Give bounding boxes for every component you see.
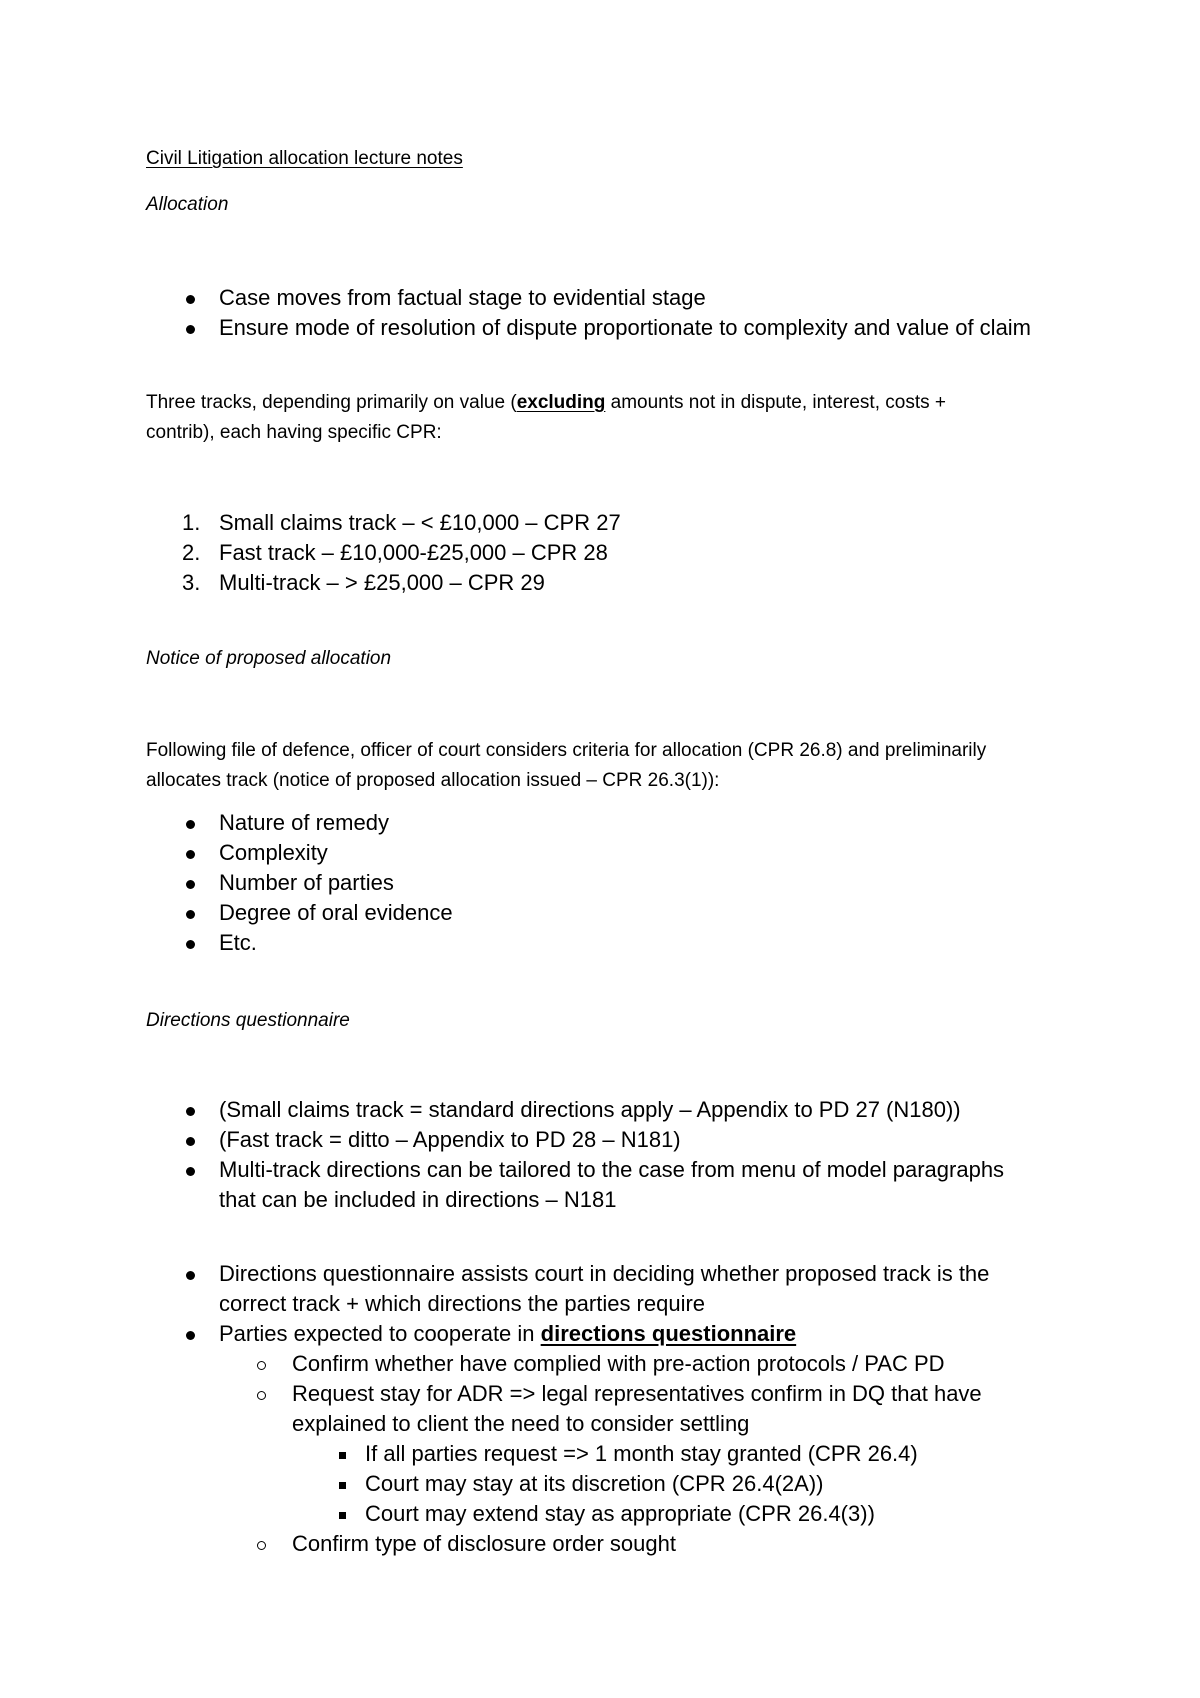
paragraph-notice-line2: allocates track (notice of proposed allocation issued – CPR 26.3(1)): [146,770,720,791]
bullet-icon [186,850,195,859]
heading-allocation: Allocation [146,194,229,215]
text-span: Three tracks, depending primarily on value ( [146,392,517,413]
bullet-icon [186,325,195,334]
bullet-icon [186,1271,195,1280]
text-span: Parties expected to cooperate in [219,1321,541,1346]
list-item-dq-assist-line2: correct track + which directions the parties require [219,1291,706,1316]
bullet-icon [186,820,195,829]
bullet-icon [186,910,195,919]
bullet-icon [186,1137,195,1146]
sub-list-item-stay-line1: Request stay for ADR => legal representatives confirm in DQ that have [292,1381,982,1406]
text-span: amounts not in dispute, interest, costs + [605,392,946,413]
square-bullet-icon [339,1452,346,1459]
bullet-icon [186,1167,195,1176]
list-item: Nature of remedy [219,810,389,835]
paragraph-tracks-line1 [146,392,946,414]
list-item: Complexity [219,840,328,865]
list-item: (Small claims track = standard directions apply – Appendix to PD 27 (N180)) [219,1097,961,1122]
square-bullet-icon [339,1482,346,1489]
heading-directions-questionnaire: Directions questionnaire [146,1010,350,1031]
sub-bullet-icon [257,1391,266,1400]
list-item-cooperate [219,1321,796,1347]
list-number: 2. [182,540,201,565]
list-number: 3. [182,570,201,595]
list-item: Etc. [219,930,257,955]
sub-sub-list-item: Court may extend stay as appropriate (CPR 26.4(3)) [365,1501,875,1526]
sub-list-item-stay-line2: explained to client the need to consider settling [292,1411,750,1436]
sub-sub-list-item: If all parties request => 1 month stay granted (CPR 26.4) [365,1441,918,1466]
paragraph-tracks-line2: contrib), each having specific CPR: [146,422,442,443]
sub-list-item: Confirm whether have complied with pre-action protocols / PAC PD [292,1351,945,1376]
list-item: Ensure mode of resolution of dispute proportionate to complexity and value of claim [219,315,1032,340]
list-item-multi-track-line2: that can be included in directions – N181 [219,1187,617,1212]
list-item: Small claims track – < £10,000 – CPR 27 [219,510,621,535]
sub-bullet-icon [257,1361,266,1370]
emphasis-directions-questionnaire: directions questionnaire [540,1321,797,1346]
paragraph-notice-line1: Following file of defence, officer of court considers criteria for allocation (CPR 26.8) and preliminarily [146,740,987,761]
sub-bullet-icon [257,1541,266,1550]
bullet-icon [186,1107,195,1116]
bullet-icon [186,880,195,889]
square-bullet-icon [339,1512,346,1519]
list-item: (Fast track = ditto – Appendix to PD 28 – N181) [219,1127,681,1152]
bullet-icon [186,940,195,949]
bullet-icon [186,1331,195,1340]
list-item: Fast track – £10,000-£25,000 – CPR 28 [219,540,608,565]
list-item: Case moves from factual stage to evidential stage [219,285,706,310]
sub-sub-list-item: Court may stay at its discretion (CPR 26.4(2A)) [365,1471,824,1496]
list-item: Degree of oral evidence [219,900,453,925]
bullet-icon [186,295,195,304]
emphasis-excluding: excluding [516,392,606,413]
list-number: 1. [182,510,201,535]
list-item-dq-assist-line1: Directions questionnaire assists court in deciding whether proposed track is the [219,1261,990,1286]
list-item: Number of parties [219,870,394,895]
list-item: Multi-track – > £25,000 – CPR 29 [219,570,545,595]
heading-notice-of-proposed-allocation: Notice of proposed allocation [146,648,392,669]
sub-list-item: Confirm type of disclosure order sought [292,1531,676,1556]
document-title: Civil Litigation allocation lecture notes [146,148,463,169]
list-item-multi-track-line1: Multi-track directions can be tailored to the case from menu of model paragraphs [219,1157,1005,1182]
